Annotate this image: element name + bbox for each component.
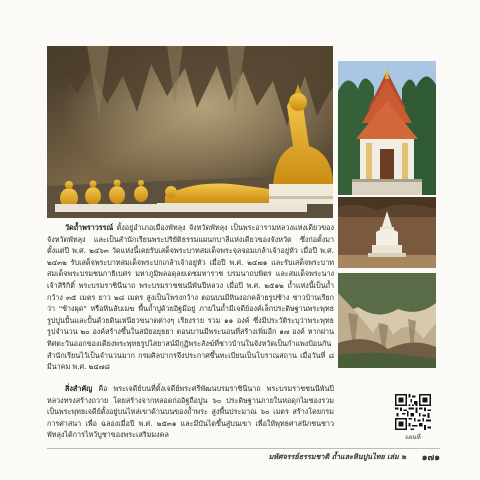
qr-caption: แผนที่ xyxy=(405,434,421,441)
limestone-cliff-photo xyxy=(338,273,436,368)
qr-code-icon xyxy=(395,394,431,430)
footer-divider xyxy=(47,448,440,449)
article-paragraph-2 xyxy=(47,383,334,440)
paragraph-2-lead: สิ่งสำคัญ xyxy=(65,384,93,393)
paragraph-1-body: ตั้งอยู่อำเภอเมืองพัทลุง จังหวัดพัทลุง เป็นพระอารามหลวงแห่งเดียวของจังหวัดพัทลุง และเป็นสำนักเรียนพระปริยัติธรรมแผนกบาลีแห่งเดียวของจังหวัด ซึ่งก่อตั้งมาตั้งแต่ปี พ.ศ. ๒๔๖๓ วัดแห่งนี้เคยรับเสด็จพระบาทสมเด็จพระจุลจอมเกล้าเจ้าอยู่หัว เมื่อปี พ.ศ. ๒๔๓๒ รับเสด็จพระบาทสมเด็จพระปกเกล้าเจ้าอยู่หัว เมื่อปี พ.ศ. ๒๔๗๑ และรับเสด็จพระบาทสมเด็จพระบรมชนกาธิเบศร มหาภูมิพลอดุลยเดชมหาราช บรมนาถบพิตร และสมเด็จพระนางเจ้าสิริกิติ์ พระบรมราชินีนาถ พระบรมราชชนนีพันปีหลวง เมื่อปี พ.ศ. ๒๕๑๒ ถ้ำแห่งนี้เป็นถ้ำกว้าง ๓๕ เมตร ยาว ๒๘ เมตร สูงเป็นโพรงกว้าง ตอนบนมีหินงอกคล้ายรูปช้าง ชาวบ้านเรียกว่า "ช้างผุด" หรือหินลับเมฆ พื้นถ้ำปูด้วยอิฐมีอยู่ ภายในถ้ำมีเจดีย์องค์เล็กประดิษฐานพระพุทธรูปปูนปั้นและปั้นด้วยดินเหนียวขนาดต่างๆ เรียงราย รวม ๑๑ องค์ ซึ่งมีประวัติระบุว่าพระพุทธรูปจำนวน ๒๐ องค์สร้างขึ้นในสมัยอยุธยา ตอนบานมีพระนอนที่สร้างเพิ่มอีก ๑๗ องค์ หากผ่านทิศตะวันออกของเดียงพระพุทธรูปไสยาสน์มีกุฏิพระสังฆ์ที่ชาวบ้านในจังหวัดเป็นกำแพงป้อนกันสำนักเรียนไว้เป็นจำนวนมาก กรมศิลปากรจึงประกาศขึ้นทะเบียนเป็นโบราณสถาน เมื่อวันที่ ๘ มีนาคม พ.ศ. ๒๔๗๘ xyxy=(47,223,334,372)
footer-book-title: มหัศจรรย์ธรรมชาติ ถ้ำและหินปูนไทย เล่ม ๒ xyxy=(268,452,406,461)
paragraph-1-lead: วัดถ้ำพราวรรณ์ xyxy=(65,223,114,232)
stupa-photo xyxy=(338,197,436,268)
cave-buddha-photo xyxy=(47,46,333,218)
page-number: ๑๗๑ xyxy=(421,453,440,463)
article-paragraph-1 xyxy=(47,222,334,390)
map-qr-code[interactable] xyxy=(395,394,431,430)
paragraph-2-body: คือ พระเจดีย์บนที่ตั้งเจดีย์พระศรีพัฒนบรมราชินีนาถ พระบรมราชชนนีพันปีหลวงทรงสร้างถวาย โดยสร้างจากหลอดก่ออิฐถือปูน ๖๐ ประดิษฐานภายในหอดุกไมชองรวมเป็นพระพุทธเจดีย์ตั้งอยู่บนไหล่เขาด้านบนของถ้ำพระ สูงพื้นประมาณ ๖๐ เมตร สร้างโดยกรมการศาสนา เพื่อ ฉลองเมื่อปี พ.ศ. ๒๕๓๑ และมีบันไดขึ้นสู่บนเขา เพื่อให้พุทธศาสนิกชนชาวพัทลุงได้การไหว้บูชาของพระเสริมมงคล xyxy=(47,384,334,440)
temple-photo xyxy=(338,61,436,195)
